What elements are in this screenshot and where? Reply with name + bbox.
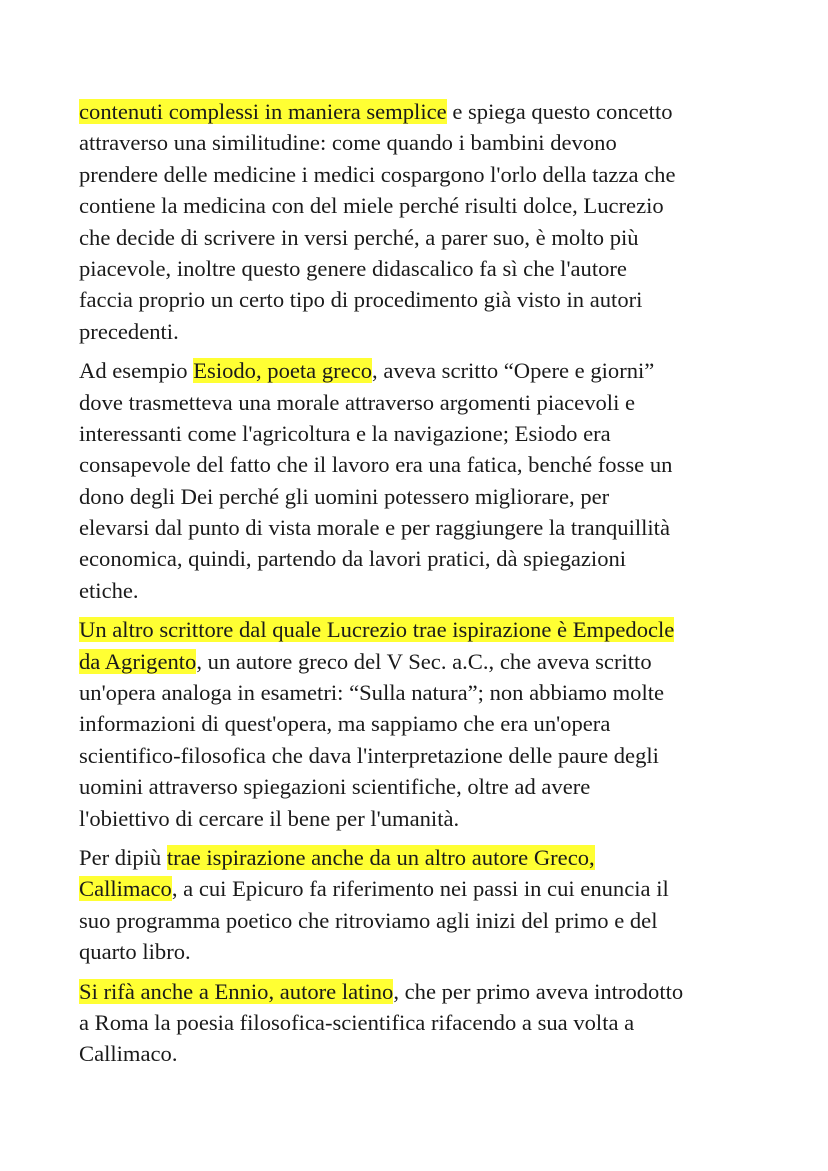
body-text: precedenti. (79, 318, 179, 344)
body-text: piacevole, inoltre questo genere didascalico fa sì che l'autore (79, 255, 627, 281)
body-text: faccia proprio un certo tipo di procedimento già visto in autori (79, 287, 643, 313)
body-text: elevarsi dal punto di vista morale e per raggiungere la tranquillità (79, 515, 670, 541)
paragraph-ennio (79, 976, 779, 1070)
highlighted-text: trae ispirazione anche da un altro autore Greco, (166, 844, 595, 870)
paragraph-empedocle (79, 614, 779, 834)
body-text: uomini attraverso spiegazioni scientifiche, oltre ad avere (79, 774, 591, 800)
text-line (79, 418, 779, 449)
text-line (79, 803, 779, 834)
body-text: dove trasmetteva una morale attraverso argomenti piacevoli e (79, 389, 636, 415)
text-line (79, 842, 779, 873)
body-text: economica, quindi, partendo da lavori pratici, dà spiegazioni (79, 546, 627, 572)
text-line (79, 253, 779, 284)
text-line (79, 190, 779, 221)
text-line (79, 873, 779, 904)
body-text: interessanti come l'agricoltura e la navigazione; Esiodo era (79, 420, 611, 446)
paragraph-lucrezio-similitudine (79, 96, 779, 347)
body-text: contiene la medicina con del miele perché risulti dolce, Lucrezio (79, 193, 664, 219)
text-line (79, 614, 779, 645)
highlighted-text: da Agrigento (79, 648, 197, 674)
body-text: un'opera analoga in esametri: “Sulla natura”; non abbiamo molte (79, 680, 665, 706)
text-line (79, 1007, 779, 1038)
highlighted-text: Un altro scrittore dal quale Lucrezio trae ispirazione è Empedocle (79, 617, 675, 643)
body-text: , un autore greco del V Sec. a.C., che aveva scritto (196, 648, 652, 674)
text-line (79, 222, 779, 253)
body-text: , a cui Epicuro fa riferimento nei passi in cui enuncia il (171, 876, 669, 902)
paragraph-esiodo (79, 355, 779, 606)
body-text: quarto libro. (79, 939, 191, 965)
body-text: informazioni di quest'opera, ma sappiamo che era un'opera (79, 711, 611, 737)
text-line (79, 512, 779, 543)
body-text: , aveva scritto “Opere e giorni” (372, 358, 655, 384)
text-line (79, 936, 779, 967)
highlighted-text: Callimaco (79, 876, 172, 902)
text-line (79, 284, 779, 315)
body-text: a Roma la poesia filosofica-scientifica rifacendo a sua volta a (79, 1009, 635, 1035)
text-line (79, 355, 779, 386)
document-page (79, 96, 779, 1078)
body-text: etiche. (79, 577, 139, 603)
body-text: attraverso una similitudine: come quando i bambini devono (79, 130, 617, 156)
text-line (79, 316, 779, 347)
text-line (79, 575, 779, 606)
text-line (79, 159, 779, 190)
body-text: consapevole del fatto che il lavoro era una fatica, benché fosse un (79, 452, 673, 478)
body-text: che decide di scrivere in versi perché, a parer suo, è molto più (79, 224, 639, 250)
body-text: e spiega questo concetto (446, 99, 673, 124)
body-text: Per dipiù (79, 844, 167, 870)
body-text: Callimaco. (79, 1041, 178, 1067)
text-line (79, 449, 779, 480)
body-text: prendere delle medicine i medici cospargono l'orlo della tazza che (79, 161, 676, 187)
text-line (79, 646, 779, 677)
body-text: dono degli Dei perché gli uomini potessero migliorare, per (79, 483, 610, 509)
highlighted-text: Si rifà anche a Ennio, autore latino (79, 978, 394, 1004)
text-line (79, 481, 779, 512)
body-text: Ad esempio (79, 358, 194, 384)
text-line (79, 127, 779, 158)
text-line (79, 96, 779, 127)
text-line (79, 905, 779, 936)
text-line (79, 387, 779, 418)
highlighted-text: Esiodo, poeta greco (193, 358, 373, 384)
body-text: scientifico-filosofica che dava l'interpretazione delle paure degli (79, 742, 659, 768)
text-line (79, 740, 779, 771)
text-line (79, 708, 779, 739)
text-line (79, 543, 779, 574)
text-line (79, 1038, 779, 1069)
text-line (79, 976, 779, 1007)
body-text: l'obiettivo di cercare il bene per l'umanità. (79, 805, 460, 831)
body-text: , che per primo aveva introdotto (393, 978, 684, 1004)
highlighted-text: contenuti complessi in maniera semplice (79, 99, 447, 124)
text-line (79, 677, 779, 708)
body-text: suo programma poetico che ritroviamo agli inizi del primo e del (79, 907, 658, 933)
paragraph-callimaco (79, 842, 779, 968)
text-line (79, 771, 779, 802)
